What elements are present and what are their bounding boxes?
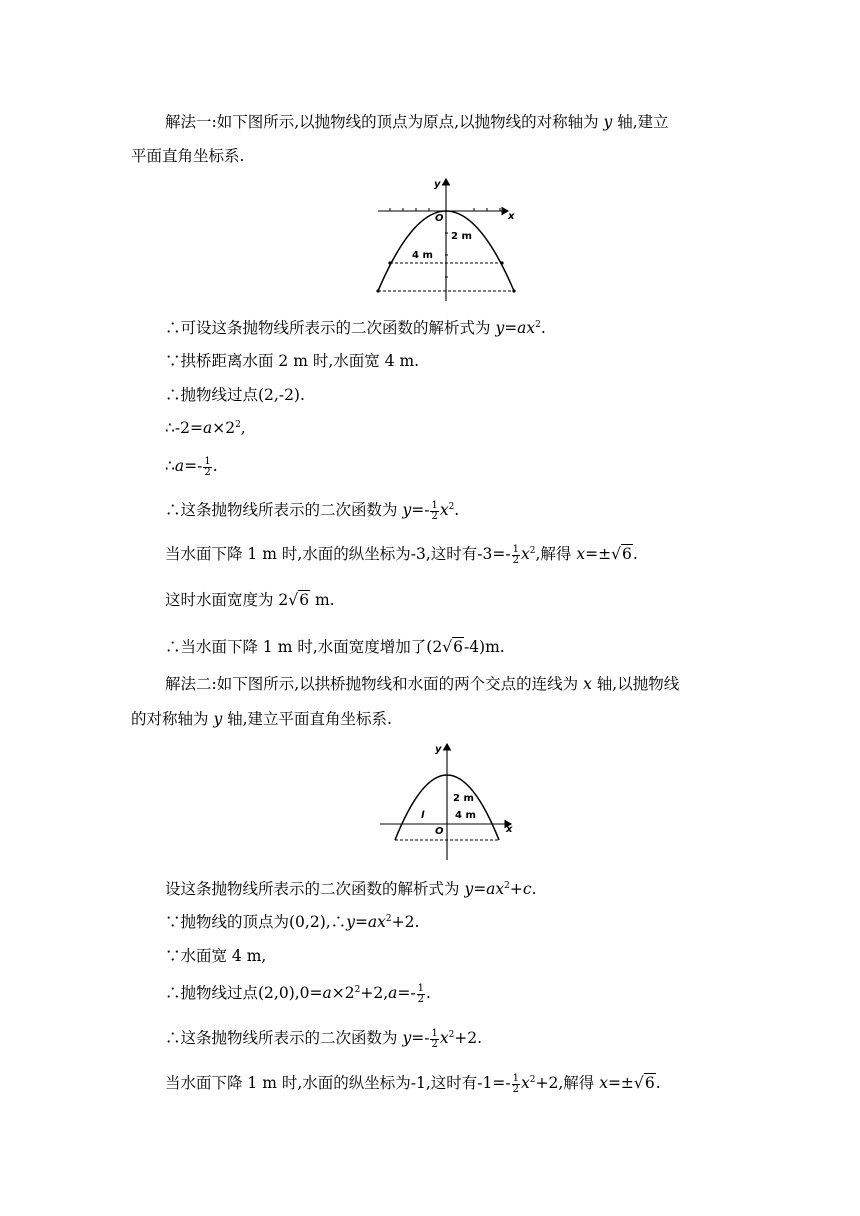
fraction: $\frac{1}{2}$ (512, 1072, 519, 1095)
m1-step3: ∴抛物线过点(2,-2). (165, 386, 305, 404)
sqrt-6: √6 (442, 638, 463, 656)
sqrt-6: √6 (633, 1074, 655, 1092)
height-label: 2 m (453, 793, 474, 804)
fraction: $\frac{1}{2}$ (431, 1027, 438, 1050)
origin-label: O (435, 213, 444, 224)
m2-step4: ∴抛物线过点$(2,0),0=a\times 2^2+2,a=-$ $\frac{1}{2}$ . (165, 982, 431, 1005)
height-label: 2 m (451, 231, 472, 242)
figure-1 (370, 175, 520, 303)
m1-step9: ∴当水面下降 1 m 时,水面宽度增加了(2√6-4)m. (165, 638, 505, 656)
fraction: $\frac{1}{2}$ (431, 499, 438, 522)
m1-step7: 当水面下降 1 m 时,水面的纵坐标为-3,这时有-3=- $\frac{1}{2}$ $x^2$,解得 x=±√6. (165, 543, 638, 566)
m1-step8: 这时水面宽度为 2√6 m. (165, 591, 335, 609)
sqrt-6: √6 (288, 591, 310, 609)
fraction: $\frac{1}{2}$ (512, 543, 519, 566)
m2-step5: ∴这条抛物线所表示的二次函数为 y=- $\frac{1}{2}$ $x^2+2$. (165, 1027, 483, 1050)
method1-intro-line1: 解法一:如下图所示,以抛物线的顶点为原点,以抛物线的对称轴为 y 轴,建立 (165, 113, 669, 131)
width-label: 4 m (455, 810, 476, 821)
origin-label: O (435, 826, 444, 837)
fraction: $\frac{1}{2}$ (204, 455, 211, 478)
m2-step3: ∵水面宽 4 m, (165, 947, 267, 965)
method2-intro-line1: 解法二:如下图所示,以拱桥抛物线和水面的两个交点的连线为 x 轴,以抛物线 (165, 675, 680, 693)
l-label: l (421, 810, 425, 821)
figure-2 (375, 740, 520, 862)
m1-step2: ∵拱桥距离水面 2 m 时,水面宽 4 m. (165, 352, 420, 370)
fraction: $\frac{1}{2}$ (417, 982, 425, 1005)
method1-intro-line2: 平面直角坐标系. (131, 147, 245, 165)
x-label: x (508, 211, 515, 222)
m1-step6: ∴这条抛物线所表示的二次函数为 y=- $\frac{1}{2}$ $x^2$. (165, 499, 460, 522)
m1-step1: ∴可设这条抛物线所表示的二次函数的解析式为 $y=ax^2$. (165, 319, 546, 337)
m2-step6: 当水面下降 1 m 时,水面的纵坐标为-1,这时有-1=- $\frac{1}{2}$ $x^2+2$,解得 x=±√6. (165, 1072, 661, 1095)
y-label: y (435, 744, 442, 755)
y-label: y (434, 179, 441, 190)
m1-step4: $\therefore-2=a\times 2^2$, (165, 419, 246, 437)
m2-step2: ∵抛物线的顶点为$(0,2),\therefore y=ax^2+2$. (165, 913, 420, 931)
method2-intro-line2: 的对称轴为 y 轴,建立平面直角坐标系. (131, 710, 392, 728)
m2-step1: 设这条抛物线所表示的二次函数的解析式为 $y=ax^2+c$. (165, 880, 537, 898)
width-label: 4 m (412, 250, 433, 261)
sqrt-6: √6 (611, 545, 632, 563)
m1-step5: ∴a=- $\frac{1}{2}$ . (165, 455, 218, 478)
x-label: x (506, 824, 513, 835)
